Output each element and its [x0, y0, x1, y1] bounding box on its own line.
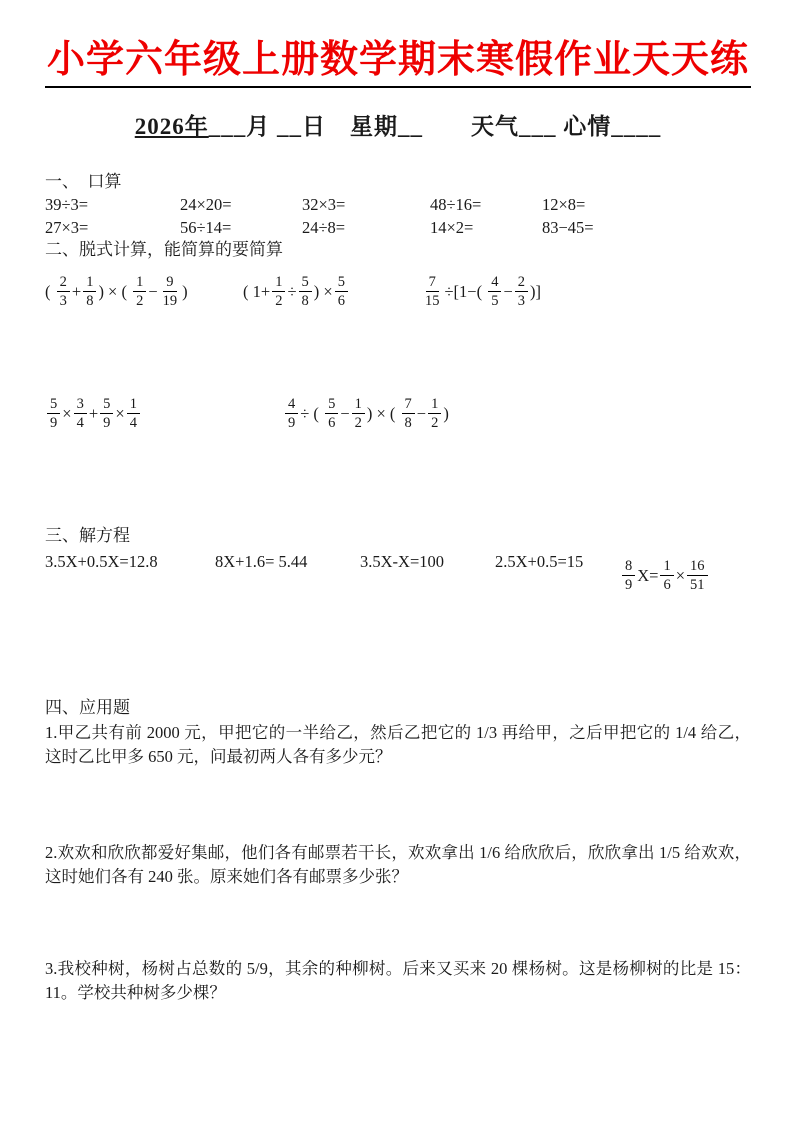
fraction: $\frac{3}{4}$	[74, 396, 87, 432]
equation: 8X+1.6= 5.44	[215, 551, 308, 571]
calc-problem	[420, 267, 751, 317]
section-calc-heading: 二、脱式计算，能简算的要简算	[45, 239, 283, 259]
calc-row-1	[45, 267, 751, 317]
fraction: $\frac{5}{9}$	[47, 396, 60, 432]
word-problem-2: 2.欢欢和欣欣都爱好集邮，他们各有邮票若干长，欢欢拿出 1/6 给欣欣后，欣欣拿出 1/5 给欢欢，这时她们各有 240 张。原来她们各有邮票多少张？	[45, 842, 751, 886]
fraction: $\frac{8}{9}$	[622, 558, 635, 594]
fraction: $\frac{9}{19}$	[162, 273, 178, 310]
calc-problem	[243, 267, 420, 317]
fraction: $\frac{7}{15}$	[425, 273, 440, 310]
date-line	[45, 108, 751, 141]
calc-problem	[283, 389, 751, 439]
oral-problem: 39÷3=	[45, 194, 89, 214]
fraction: $\frac{2}{3}$	[57, 274, 70, 310]
fraction: $\frac{1}{6}$	[660, 558, 673, 594]
section-word-problems-heading: 四、应用题	[45, 697, 130, 717]
math-expression: ( 1+ $\frac{1}{2}$ ÷ $\frac{5}{8}$ ) × $\frac{5}{6}$	[243, 274, 350, 310]
fraction: $\frac{5}{8}$	[299, 274, 312, 310]
oral-problem: 14×2=	[430, 217, 474, 237]
worksheet-title: 小学六年级上册数学期末寒假作业天天练	[45, 38, 751, 88]
equation: 3.5X+0.5X=12.8	[45, 551, 158, 571]
word-problem-3: 3.我校种树，杨树占总数的 5/9，其余的种柳树。后来又买来 20 棵杨树。这是杨柳树的比是 15：11。学校共种树多少棵？	[45, 958, 751, 1002]
calc-problem	[45, 389, 283, 439]
fraction: $\frac{1}{2}$	[428, 396, 441, 432]
oral-problem: 27×3=	[45, 217, 89, 237]
calc-problem	[45, 267, 243, 317]
word-problem-1: 1.甲乙共有前 2000 元，甲把它的一半给乙，然后乙把它的 1/3 再给甲，之后甲把它的 1/4 给乙，这时乙比甲多 650 元，问最初两人各有多少元？	[45, 722, 751, 766]
math-expression: $\frac{8}{9}$ X= $\frac{1}{6}$ × $\frac{16}{51}$	[620, 558, 710, 594]
fraction: $\frac{5}{9}$	[100, 396, 113, 432]
oral-problem: 48÷16=	[430, 194, 482, 214]
fraction: $\frac{4}{5}$	[488, 274, 501, 310]
math-expression: ( $\frac{2}{3}$ + $\frac{1}{8}$ ) × ( $\frac{1}{2}$ − $\frac{9}{19}$ )	[45, 273, 188, 310]
date-blanks: ___月 __日 星期__ 天气___ 心情____	[208, 113, 662, 139]
oral-problem: 83−45=	[542, 217, 594, 237]
equations-row	[45, 551, 751, 601]
fraction: $\frac{1}{2}$	[352, 396, 365, 432]
fraction: $\frac{16}{51}$	[687, 558, 708, 594]
fraction: $\frac{7}{8}$	[402, 396, 415, 432]
date-year: 2026年	[134, 113, 209, 139]
fraction: $\frac{1}{2}$	[272, 274, 285, 310]
oral-row-2	[45, 216, 751, 239]
oral-problem: 24÷8=	[302, 217, 346, 237]
calc-row-2	[45, 389, 751, 439]
oral-problem: 56÷14=	[180, 217, 232, 237]
section-oral-heading: 一、 口算	[45, 171, 122, 191]
math-expression: $\frac{4}{9}$ ÷ ( $\frac{5}{6}$ − $\frac{1}{2}$ ) × ( $\frac{7}{8}$ − $\frac{1}{2}$ )	[283, 396, 449, 432]
fraction: $\frac{5}{6}$	[335, 274, 348, 310]
fraction: $\frac{5}{6}$	[325, 396, 338, 432]
section-equations-heading: 三、解方程	[45, 525, 130, 545]
oral-problem: 12×8=	[542, 194, 586, 214]
math-expression: $\frac{7}{15}$ ÷[1−( $\frac{4}{5}$ − $\frac{2}{3}$ )]	[420, 274, 541, 310]
equation: 3.5X-X=100	[360, 551, 445, 571]
fraction: $\frac{4}{9}$	[285, 396, 298, 432]
oral-problem: 24×20=	[180, 194, 232, 214]
equation	[620, 551, 751, 601]
oral-row-1	[45, 193, 751, 216]
fraction: $\frac{1}{2}$	[133, 274, 146, 310]
fraction: $\frac{2}{3}$	[515, 274, 528, 310]
fraction: $\frac{1}{8}$	[83, 274, 96, 310]
fraction: $\frac{1}{4}$	[127, 396, 140, 432]
oral-problem: 32×3=	[302, 194, 346, 214]
math-expression: $\frac{5}{9}$ × $\frac{3}{4}$ + $\frac{5}{9}$ × $\frac{1}{4}$	[45, 396, 142, 432]
equation: 2.5X+0.5=15	[495, 551, 584, 571]
